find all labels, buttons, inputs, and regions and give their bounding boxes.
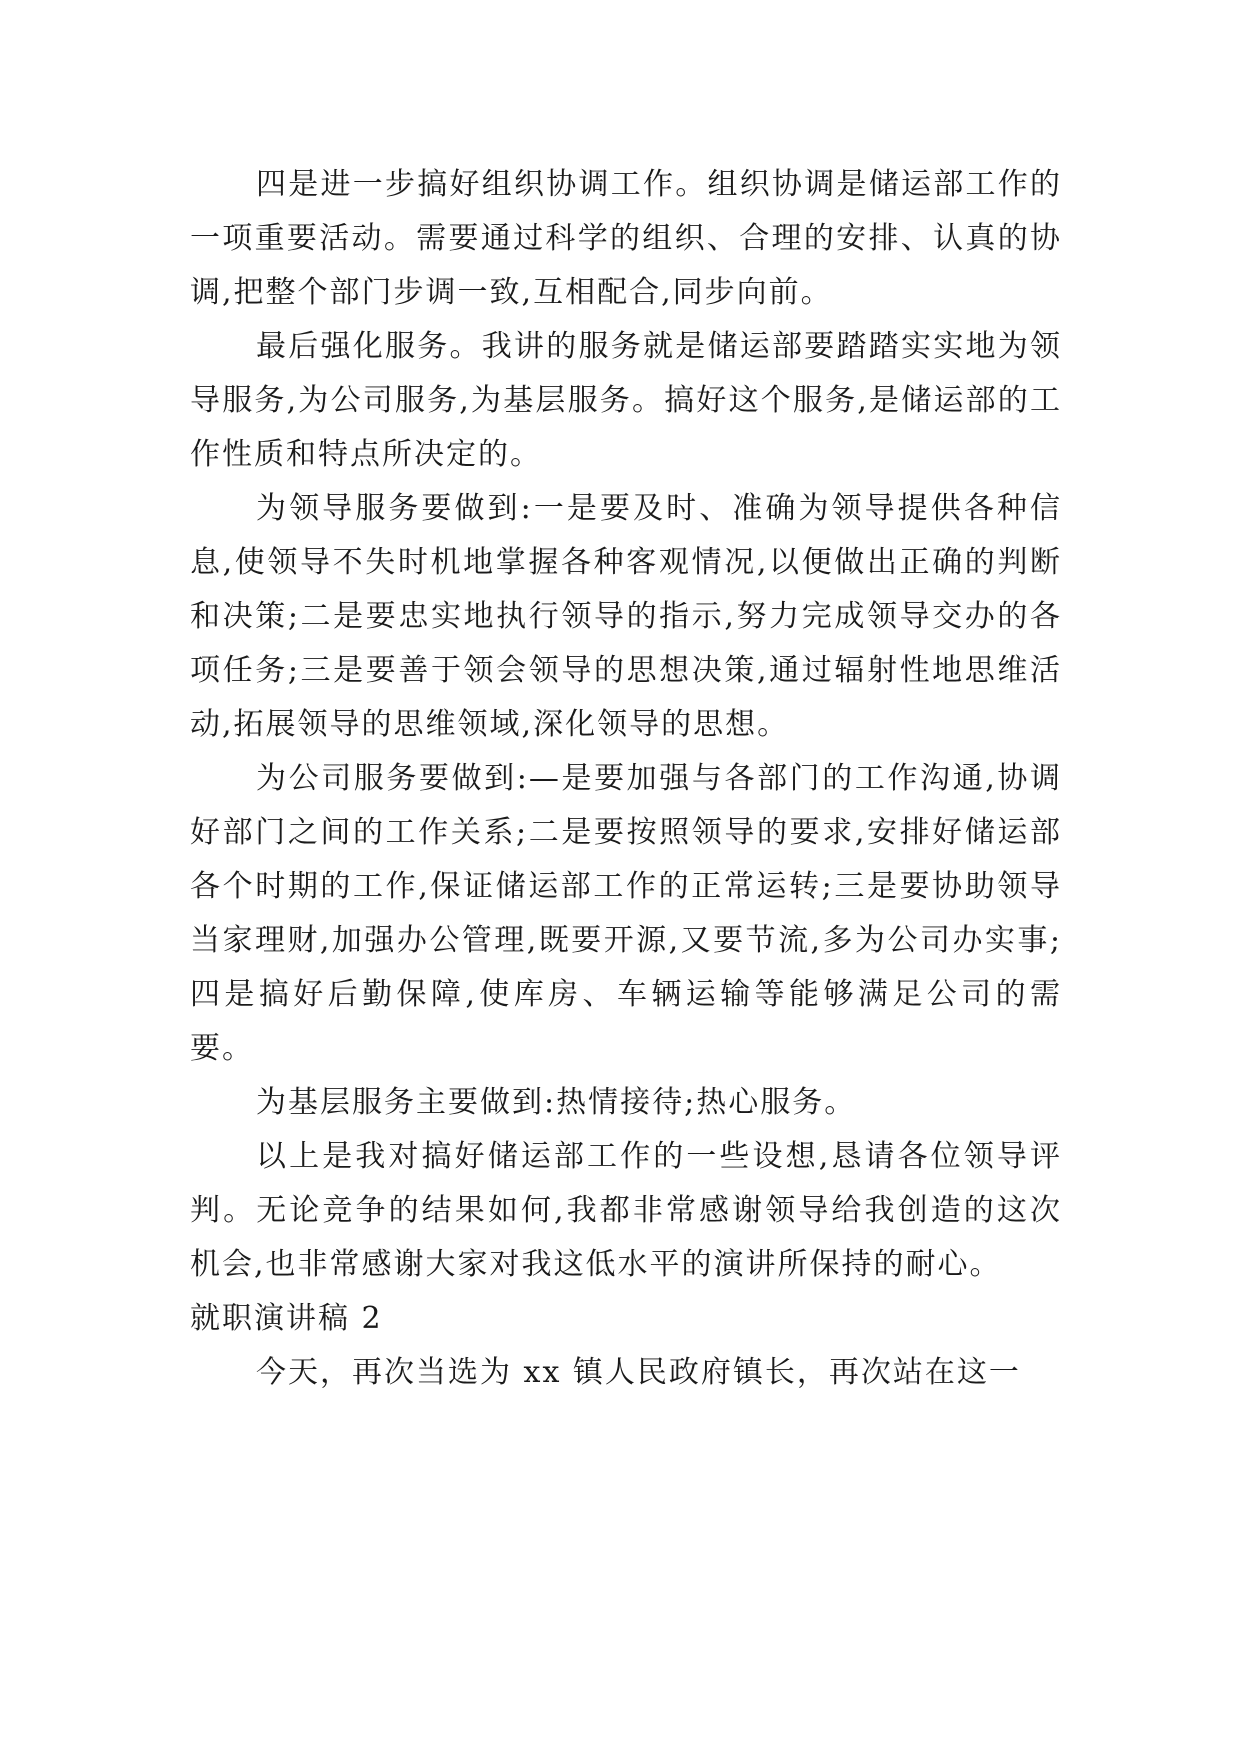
section-heading: 就职演讲稿 2 <box>190 1301 383 1336</box>
document-body <box>190 158 1062 1400</box>
paragraph-strengthen-service: 最后强化服务。我讲的服务就是储运部要踏踏实实地为领导服务,为公司服务,为基层服务。搞好这个服务,是储运部的工作性质和特点所决定的。 <box>190 329 1062 472</box>
paragraph-speech-2-opening: 今天，再次当选为 xx 镇人民政府镇长，再次站在这一 <box>256 1355 1021 1390</box>
paragraph-serve-grassroots: 为基层服务主要做到:热情接待;热心服务。 <box>256 1085 857 1120</box>
paragraph-serve-leaders: 为领导服务要做到:一是要及时、准确为领导提供各种信息,使领导不失时机地掌握各种客观情况,以便做出正确的判断和决策;二是要忠实地执行领导的指示,努力完成领导交办的各项任务;三是要善于领会领导的思想决策,通过辐射性地思维活动,拓展领导的思维领域,深化领导的思想。 <box>190 491 1062 742</box>
paragraph-serve-company: 为公司服务要做到:—是要加强与各部门的工作沟通,协调好部门之间的工作关系;二是要按照领导的要求,安排好储运部各个时期的工作,保证储运部工作的正常运转;三是要协助领导当家理财,加强办公管理,既要开源,又要节流,多为公司办实事;四是搞好后勤保障,使库房、车辆运输等能够满足公司的需要。 <box>190 761 1062 1066</box>
paragraph-closing: 以上是我对搞好储运部工作的一些设想,恳请各位领导评判。无论竞争的结果如何,我都非常感谢领导给我创造的这次机会,也非常感谢大家对我这低水平的演讲所保持的耐心。 <box>190 1139 1062 1282</box>
paragraph-organization-coordination: 四是进一步搞好组织协调工作。组织协调是储运部工作的一项重要活动。需要通过科学的组织、合理的安排、认真的协调,把整个部门步调一致,互相配合,同步向前。 <box>190 167 1062 310</box>
